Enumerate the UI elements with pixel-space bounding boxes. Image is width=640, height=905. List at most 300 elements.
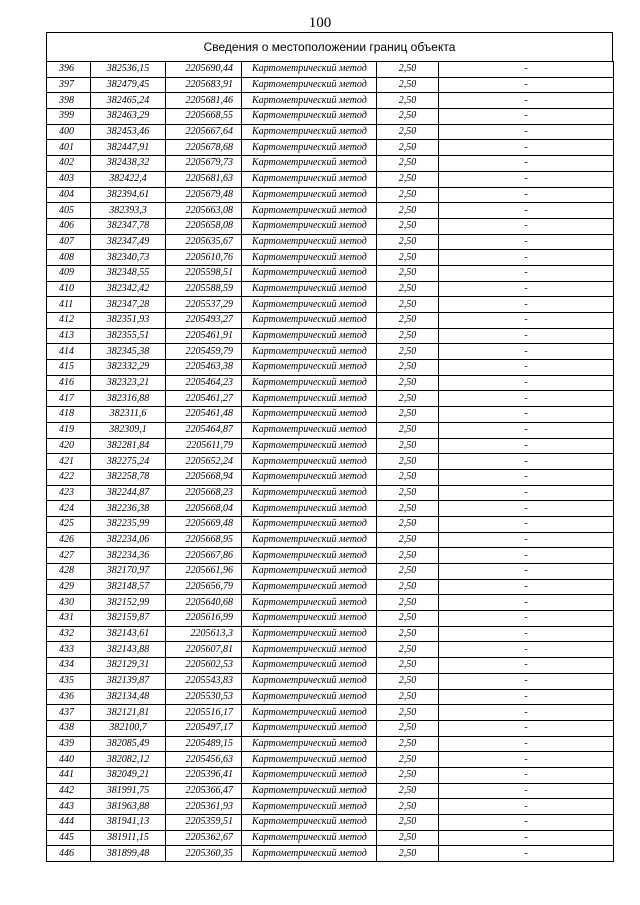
y-coordinate-cell: 2205683,91 — [166, 77, 242, 93]
method-cell: Картометрический метод — [242, 93, 377, 109]
accuracy-cell: 2,50 — [377, 250, 439, 266]
y-coordinate-cell: 2205489,15 — [166, 736, 242, 752]
table-row — [47, 626, 614, 642]
note-cell: - — [439, 815, 614, 831]
y-coordinate-cell: 2205493,27 — [166, 313, 242, 329]
method-cell: Картометрический метод — [242, 313, 377, 329]
method-cell: Картометрический метод — [242, 736, 377, 752]
method-cell: Картометрический метод — [242, 720, 377, 736]
point-number-cell: 402 — [47, 156, 91, 172]
accuracy-cell: 2,50 — [377, 454, 439, 470]
note-cell: - — [439, 171, 614, 187]
table-title: Сведения о местоположении границ объекта — [46, 32, 613, 61]
method-cell: Картометрический метод — [242, 344, 377, 360]
x-coordinate-cell: 382347,49 — [91, 234, 166, 250]
point-number-cell: 421 — [47, 454, 91, 470]
note-cell: - — [439, 313, 614, 329]
point-number-cell: 424 — [47, 501, 91, 517]
method-cell: Картометрический метод — [242, 548, 377, 564]
accuracy-cell: 2,50 — [377, 720, 439, 736]
x-coordinate-cell: 382143,88 — [91, 642, 166, 658]
table-row — [47, 720, 614, 736]
point-number-cell: 438 — [47, 720, 91, 736]
y-coordinate-cell: 2205459,79 — [166, 344, 242, 360]
y-coordinate-cell: 2205690,44 — [166, 62, 242, 78]
accuracy-cell: 2,50 — [377, 62, 439, 78]
note-cell: - — [439, 658, 614, 674]
method-cell: Картометрический метод — [242, 62, 377, 78]
x-coordinate-cell: 381963,88 — [91, 799, 166, 815]
page-number: 100 — [308, 15, 332, 31]
note-cell: - — [439, 93, 614, 109]
table-row — [47, 93, 614, 109]
note-cell: - — [439, 689, 614, 705]
method-cell: Картометрический метод — [242, 171, 377, 187]
x-coordinate-cell: 382258,78 — [91, 469, 166, 485]
note-cell: - — [439, 438, 614, 454]
x-coordinate-cell: 382236,38 — [91, 501, 166, 517]
y-coordinate-cell: 2205361,93 — [166, 799, 242, 815]
method-cell: Картометрический метод — [242, 516, 377, 532]
x-coordinate-cell: 382463,29 — [91, 109, 166, 125]
y-coordinate-cell: 2205678,68 — [166, 140, 242, 156]
point-number-cell: 443 — [47, 799, 91, 815]
x-coordinate-cell: 381941,13 — [91, 815, 166, 831]
table-row — [47, 846, 614, 862]
x-coordinate-cell: 382351,93 — [91, 313, 166, 329]
table-row — [47, 799, 614, 815]
accuracy-cell: 2,50 — [377, 767, 439, 783]
y-coordinate-cell: 2205668,04 — [166, 501, 242, 517]
table-row — [47, 705, 614, 721]
method-cell: Картометрический метод — [242, 297, 377, 313]
point-number-cell: 427 — [47, 548, 91, 564]
note-cell: - — [439, 124, 614, 140]
note-cell: - — [439, 140, 614, 156]
note-cell: - — [439, 611, 614, 627]
table-row — [47, 548, 614, 564]
point-number-cell: 412 — [47, 313, 91, 329]
y-coordinate-cell: 2205516,17 — [166, 705, 242, 721]
method-cell: Картометрический метод — [242, 454, 377, 470]
note-cell: - — [439, 752, 614, 768]
x-coordinate-cell: 382275,24 — [91, 454, 166, 470]
accuracy-cell: 2,50 — [377, 689, 439, 705]
y-coordinate-cell: 2205366,47 — [166, 783, 242, 799]
point-number-cell: 423 — [47, 485, 91, 501]
accuracy-cell: 2,50 — [377, 469, 439, 485]
point-number-cell: 425 — [47, 516, 91, 532]
note-cell: - — [439, 187, 614, 203]
accuracy-cell: 2,50 — [377, 171, 439, 187]
point-number-cell: 441 — [47, 767, 91, 783]
accuracy-cell: 2,50 — [377, 548, 439, 564]
x-coordinate-cell: 382134,48 — [91, 689, 166, 705]
point-number-cell: 411 — [47, 297, 91, 313]
point-number-cell: 404 — [47, 187, 91, 203]
note-cell: - — [439, 218, 614, 234]
accuracy-cell: 2,50 — [377, 658, 439, 674]
y-coordinate-cell: 2205396,41 — [166, 767, 242, 783]
table-row — [47, 815, 614, 831]
accuracy-cell: 2,50 — [377, 140, 439, 156]
point-number-cell: 434 — [47, 658, 91, 674]
note-cell: - — [439, 281, 614, 297]
method-cell: Картометрический метод — [242, 705, 377, 721]
table-row — [47, 422, 614, 438]
point-number-cell: 436 — [47, 689, 91, 705]
table-row — [47, 313, 614, 329]
accuracy-cell: 2,50 — [377, 391, 439, 407]
accuracy-cell: 2,50 — [377, 595, 439, 611]
table-row — [47, 532, 614, 548]
point-number-cell: 440 — [47, 752, 91, 768]
note-cell: - — [439, 485, 614, 501]
x-coordinate-cell: 382082,12 — [91, 752, 166, 768]
y-coordinate-cell: 2205464,87 — [166, 422, 242, 438]
table-row — [47, 124, 614, 140]
table-row — [47, 516, 614, 532]
point-number-cell: 435 — [47, 673, 91, 689]
accuracy-cell: 2,50 — [377, 93, 439, 109]
accuracy-cell: 2,50 — [377, 124, 439, 140]
y-coordinate-cell: 2205610,76 — [166, 250, 242, 266]
point-number-cell: 422 — [47, 469, 91, 485]
accuracy-cell: 2,50 — [377, 516, 439, 532]
point-number-cell: 418 — [47, 407, 91, 423]
table-row — [47, 391, 614, 407]
x-coordinate-cell: 382234,36 — [91, 548, 166, 564]
method-cell: Картометрический метод — [242, 532, 377, 548]
x-coordinate-cell: 382085,49 — [91, 736, 166, 752]
table-row — [47, 736, 614, 752]
table-row — [47, 501, 614, 517]
table-row — [47, 642, 614, 658]
accuracy-cell: 2,50 — [377, 626, 439, 642]
table-row — [47, 344, 614, 360]
table-row — [47, 689, 614, 705]
y-coordinate-cell: 2205588,59 — [166, 281, 242, 297]
point-number-cell: 410 — [47, 281, 91, 297]
point-number-cell: 405 — [47, 203, 91, 219]
note-cell: - — [439, 846, 614, 862]
x-coordinate-cell: 382438,32 — [91, 156, 166, 172]
method-cell: Картометрический метод — [242, 626, 377, 642]
note-cell: - — [439, 783, 614, 799]
y-coordinate-cell: 2205681,46 — [166, 93, 242, 109]
accuracy-cell: 2,50 — [377, 281, 439, 297]
method-cell: Картометрический метод — [242, 265, 377, 281]
point-number-cell: 416 — [47, 375, 91, 391]
x-coordinate-cell: 382355,51 — [91, 328, 166, 344]
note-cell: - — [439, 250, 614, 266]
table-row — [47, 281, 614, 297]
accuracy-cell: 2,50 — [377, 642, 439, 658]
boundary-points-table — [46, 61, 614, 862]
x-coordinate-cell: 382309,1 — [91, 422, 166, 438]
note-cell: - — [439, 234, 614, 250]
y-coordinate-cell: 2205640,68 — [166, 595, 242, 611]
table-row — [47, 297, 614, 313]
method-cell: Картометрический метод — [242, 140, 377, 156]
y-coordinate-cell: 2205530,53 — [166, 689, 242, 705]
table-row — [47, 673, 614, 689]
x-coordinate-cell: 382536,15 — [91, 62, 166, 78]
y-coordinate-cell: 2205669,48 — [166, 516, 242, 532]
accuracy-cell: 2,50 — [377, 501, 439, 517]
accuracy-cell: 2,50 — [377, 344, 439, 360]
note-cell: - — [439, 501, 614, 517]
x-coordinate-cell: 382152,99 — [91, 595, 166, 611]
x-coordinate-cell: 382447,91 — [91, 140, 166, 156]
y-coordinate-cell: 2205461,48 — [166, 407, 242, 423]
accuracy-cell: 2,50 — [377, 830, 439, 846]
x-coordinate-cell: 382422,4 — [91, 171, 166, 187]
point-number-cell: 444 — [47, 815, 91, 831]
x-coordinate-cell: 382323,21 — [91, 375, 166, 391]
accuracy-cell: 2,50 — [377, 673, 439, 689]
table-row — [47, 658, 614, 674]
note-cell: - — [439, 720, 614, 736]
accuracy-cell: 2,50 — [377, 187, 439, 203]
y-coordinate-cell: 2205497,17 — [166, 720, 242, 736]
method-cell: Картометрический метод — [242, 187, 377, 203]
table-row — [47, 203, 614, 219]
x-coordinate-cell: 382139,87 — [91, 673, 166, 689]
y-coordinate-cell: 2205668,94 — [166, 469, 242, 485]
note-cell: - — [439, 673, 614, 689]
note-cell: - — [439, 532, 614, 548]
x-coordinate-cell: 382345,38 — [91, 344, 166, 360]
accuracy-cell: 2,50 — [377, 156, 439, 172]
point-number-cell: 414 — [47, 344, 91, 360]
x-coordinate-cell: 381911,15 — [91, 830, 166, 846]
method-cell: Картометрический метод — [242, 501, 377, 517]
boundary-table-frame — [46, 32, 613, 862]
y-coordinate-cell: 2205362,67 — [166, 830, 242, 846]
method-cell: Картометрический метод — [242, 328, 377, 344]
x-coordinate-cell: 382332,29 — [91, 360, 166, 376]
method-cell: Картометрический метод — [242, 360, 377, 376]
x-coordinate-cell: 382311,6 — [91, 407, 166, 423]
point-number-cell: 442 — [47, 783, 91, 799]
accuracy-cell: 2,50 — [377, 752, 439, 768]
point-number-cell: 406 — [47, 218, 91, 234]
accuracy-cell: 2,50 — [377, 375, 439, 391]
x-coordinate-cell: 382316,88 — [91, 391, 166, 407]
table-row — [47, 438, 614, 454]
y-coordinate-cell: 2205679,73 — [166, 156, 242, 172]
method-cell: Картометрический метод — [242, 815, 377, 831]
x-coordinate-cell: 382348,55 — [91, 265, 166, 281]
table-row — [47, 328, 614, 344]
method-cell: Картометрический метод — [242, 579, 377, 595]
x-coordinate-cell: 382129,31 — [91, 658, 166, 674]
table-row — [47, 767, 614, 783]
note-cell: - — [439, 469, 614, 485]
x-coordinate-cell: 382281,84 — [91, 438, 166, 454]
accuracy-cell: 2,50 — [377, 297, 439, 313]
table-row — [47, 485, 614, 501]
method-cell: Картометрический метод — [242, 783, 377, 799]
point-number-cell: 445 — [47, 830, 91, 846]
point-number-cell: 413 — [47, 328, 91, 344]
point-number-cell: 430 — [47, 595, 91, 611]
y-coordinate-cell: 2205456,63 — [166, 752, 242, 768]
point-number-cell: 431 — [47, 611, 91, 627]
x-coordinate-cell: 382453,46 — [91, 124, 166, 140]
point-number-cell: 432 — [47, 626, 91, 642]
table-row — [47, 156, 614, 172]
y-coordinate-cell: 2205679,48 — [166, 187, 242, 203]
x-coordinate-cell: 382479,45 — [91, 77, 166, 93]
y-coordinate-cell: 2205635,67 — [166, 234, 242, 250]
note-cell: - — [439, 799, 614, 815]
y-coordinate-cell: 2205598,51 — [166, 265, 242, 281]
method-cell: Картометрический метод — [242, 689, 377, 705]
x-coordinate-cell: 382340,73 — [91, 250, 166, 266]
note-cell: - — [439, 360, 614, 376]
point-number-cell: 419 — [47, 422, 91, 438]
note-cell: - — [439, 626, 614, 642]
y-coordinate-cell: 2205359,51 — [166, 815, 242, 831]
accuracy-cell: 2,50 — [377, 313, 439, 329]
table-row — [47, 579, 614, 595]
note-cell: - — [439, 642, 614, 658]
note-cell: - — [439, 454, 614, 470]
y-coordinate-cell: 2205656,79 — [166, 579, 242, 595]
accuracy-cell: 2,50 — [377, 611, 439, 627]
point-number-cell: 433 — [47, 642, 91, 658]
accuracy-cell: 2,50 — [377, 705, 439, 721]
point-number-cell: 399 — [47, 109, 91, 125]
point-number-cell: 439 — [47, 736, 91, 752]
table-row — [47, 611, 614, 627]
table-row — [47, 109, 614, 125]
point-number-cell: 396 — [47, 62, 91, 78]
note-cell: - — [439, 77, 614, 93]
y-coordinate-cell: 2205611,79 — [166, 438, 242, 454]
method-cell: Картометрический метод — [242, 250, 377, 266]
note-cell: - — [439, 767, 614, 783]
accuracy-cell: 2,50 — [377, 564, 439, 580]
point-number-cell: 426 — [47, 532, 91, 548]
accuracy-cell: 2,50 — [377, 799, 439, 815]
accuracy-cell: 2,50 — [377, 422, 439, 438]
note-cell: - — [439, 203, 614, 219]
y-coordinate-cell: 2205667,64 — [166, 124, 242, 140]
method-cell: Картометрический метод — [242, 564, 377, 580]
y-coordinate-cell: 2205663,08 — [166, 203, 242, 219]
y-coordinate-cell: 2205616,99 — [166, 611, 242, 627]
table-row — [47, 564, 614, 580]
x-coordinate-cell: 382393,3 — [91, 203, 166, 219]
table-row — [47, 830, 614, 846]
accuracy-cell: 2,50 — [377, 532, 439, 548]
method-cell: Картометрический метод — [242, 281, 377, 297]
y-coordinate-cell: 2205668,55 — [166, 109, 242, 125]
method-cell: Картометрический метод — [242, 846, 377, 862]
note-cell: - — [439, 344, 614, 360]
point-number-cell: 437 — [47, 705, 91, 721]
method-cell: Картометрический метод — [242, 642, 377, 658]
method-cell: Картометрический метод — [242, 218, 377, 234]
table-row — [47, 595, 614, 611]
table-row — [47, 187, 614, 203]
method-cell: Картометрический метод — [242, 799, 377, 815]
note-cell: - — [439, 391, 614, 407]
accuracy-cell: 2,50 — [377, 360, 439, 376]
point-number-cell: 428 — [47, 564, 91, 580]
method-cell: Картометрический метод — [242, 407, 377, 423]
y-coordinate-cell: 2205461,91 — [166, 328, 242, 344]
accuracy-cell: 2,50 — [377, 218, 439, 234]
table-row — [47, 234, 614, 250]
accuracy-cell: 2,50 — [377, 815, 439, 831]
accuracy-cell: 2,50 — [377, 203, 439, 219]
point-number-cell: 417 — [47, 391, 91, 407]
table-row — [47, 454, 614, 470]
note-cell: - — [439, 375, 614, 391]
method-cell: Картометрический метод — [242, 234, 377, 250]
point-number-cell: 429 — [47, 579, 91, 595]
y-coordinate-cell: 2205668,23 — [166, 485, 242, 501]
x-coordinate-cell: 382347,78 — [91, 218, 166, 234]
method-cell: Картометрический метод — [242, 595, 377, 611]
point-number-cell: 446 — [47, 846, 91, 862]
table-row — [47, 171, 614, 187]
table-row — [47, 469, 614, 485]
x-coordinate-cell: 382244,87 — [91, 485, 166, 501]
note-cell: - — [439, 109, 614, 125]
point-number-cell: 400 — [47, 124, 91, 140]
method-cell: Картометрический метод — [242, 752, 377, 768]
method-cell: Картометрический метод — [242, 109, 377, 125]
note-cell: - — [439, 579, 614, 595]
accuracy-cell: 2,50 — [377, 265, 439, 281]
accuracy-cell: 2,50 — [377, 109, 439, 125]
y-coordinate-cell: 2205681,63 — [166, 171, 242, 187]
note-cell: - — [439, 156, 614, 172]
x-coordinate-cell: 382170,97 — [91, 564, 166, 580]
note-cell: - — [439, 595, 614, 611]
accuracy-cell: 2,50 — [377, 736, 439, 752]
x-coordinate-cell: 382342,42 — [91, 281, 166, 297]
method-cell: Картометрический метод — [242, 77, 377, 93]
note-cell: - — [439, 705, 614, 721]
x-coordinate-cell: 382234,06 — [91, 532, 166, 548]
accuracy-cell: 2,50 — [377, 579, 439, 595]
y-coordinate-cell: 2205543,83 — [166, 673, 242, 689]
method-cell: Картометрический метод — [242, 611, 377, 627]
x-coordinate-cell: 382465,24 — [91, 93, 166, 109]
note-cell: - — [439, 564, 614, 580]
method-cell: Картометрический метод — [242, 203, 377, 219]
method-cell: Картометрический метод — [242, 438, 377, 454]
note-cell: - — [439, 62, 614, 78]
y-coordinate-cell: 2205668,95 — [166, 532, 242, 548]
table-row — [47, 62, 614, 78]
point-number-cell: 401 — [47, 140, 91, 156]
method-cell: Картометрический метод — [242, 391, 377, 407]
method-cell: Картометрический метод — [242, 124, 377, 140]
table-row — [47, 250, 614, 266]
method-cell: Картометрический метод — [242, 375, 377, 391]
table-row — [47, 407, 614, 423]
y-coordinate-cell: 2205463,38 — [166, 360, 242, 376]
note-cell: - — [439, 328, 614, 344]
method-cell: Картометрический метод — [242, 767, 377, 783]
